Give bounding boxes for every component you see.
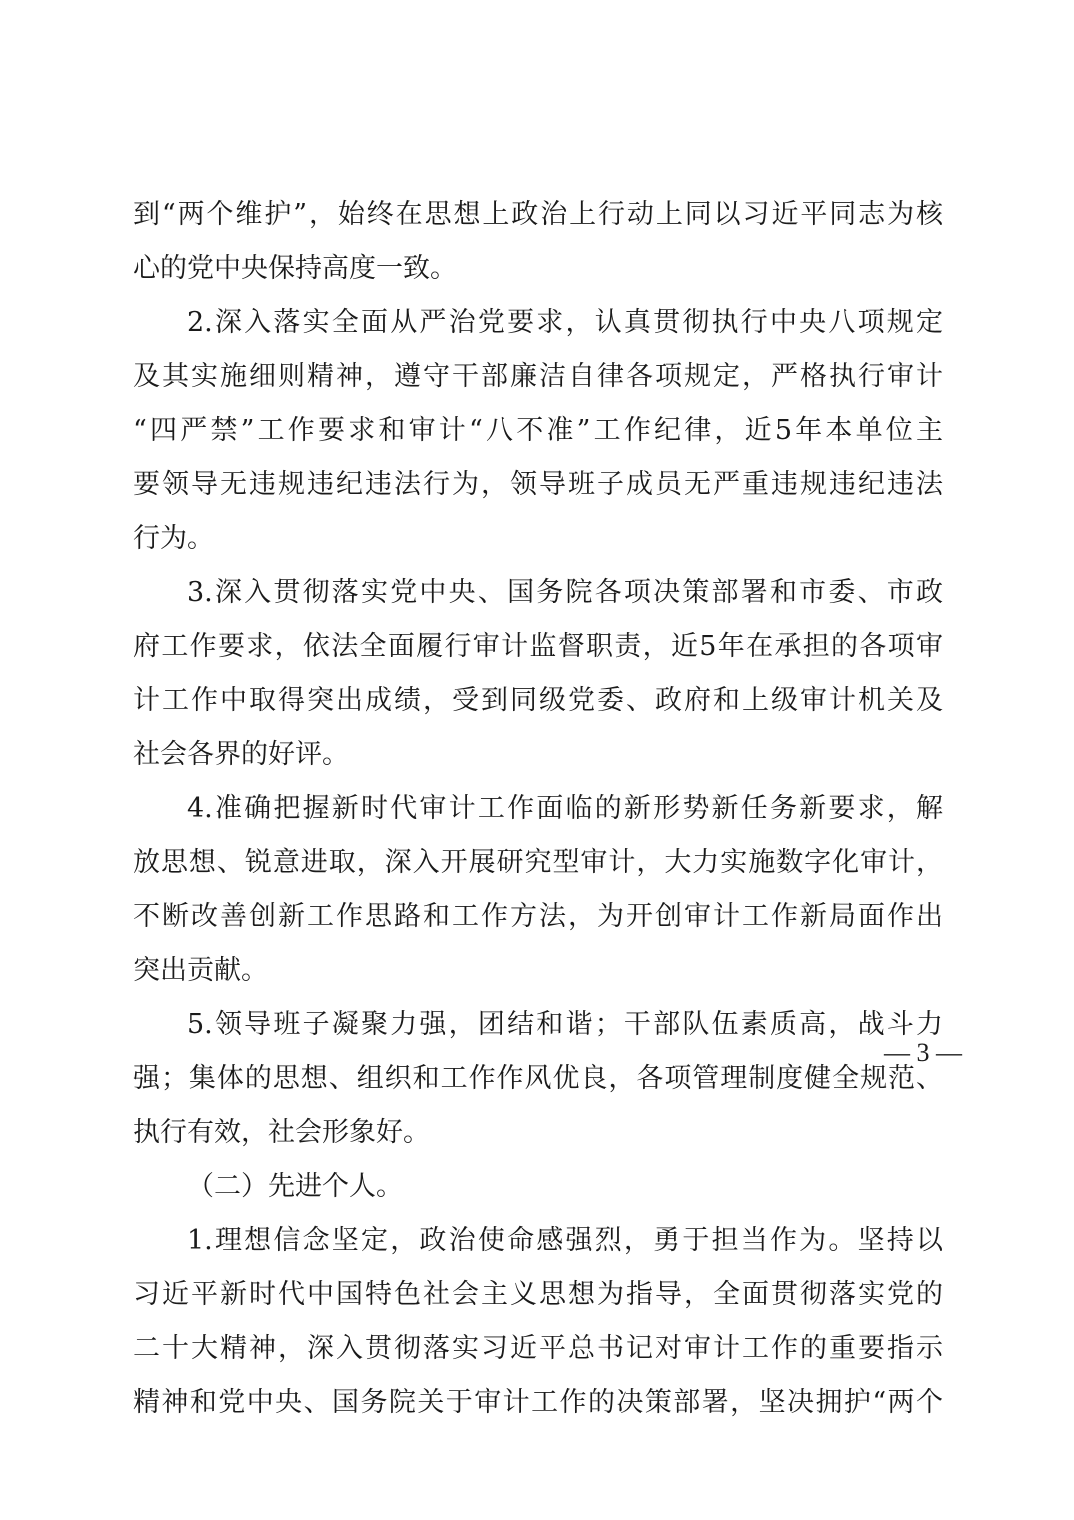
text-line: 要领导无违规违纪违法行为，领导班子成员无严重违规违纪违法 <box>133 469 943 500</box>
text-line: 习近平新时代中国特色社会主义思想为指导，全面贯彻落实党的 <box>133 1279 943 1310</box>
text-line: 到“两个维护”，始终在思想上政治上行动上同以习近平同志为核 <box>133 199 943 230</box>
section-heading <box>133 1160 943 1214</box>
text-line: 府工作要求，依法全面履行审计监督职责，近5年在承担的各项审 <box>133 631 943 662</box>
text-line: 突出贡献。 <box>133 955 268 986</box>
text-line: 2.深入落实全面从严治党要求，认真贯彻执行中央八项规定 <box>187 307 943 338</box>
text-line: 5.领导班子凝聚力强，团结和谐；干部队伍素质高，战斗力 <box>187 1009 943 1040</box>
text-line: 3.深入贯彻落实党中央、国务院各项决策部署和市委、市政 <box>187 577 943 608</box>
text-line: 心的党中央保持高度一致。 <box>133 253 457 284</box>
text-line: “四严禁”工作要求和审计“八不准”工作纪律，近5年本单位主 <box>133 415 943 446</box>
body-text <box>133 188 943 1430</box>
text-line: 计工作中取得突出成绩，受到同级党委、政府和上级审计机关及 <box>133 685 943 716</box>
text-line: 二十大精神，深入贯彻落实习近平总书记对审计工作的重要指示 <box>133 1333 943 1364</box>
section-title: （二）先进个人。 <box>187 1171 403 1202</box>
text-line: 4.准确把握新时代审计工作面临的新形势新任务新要求，解 <box>187 793 943 824</box>
text-line: 强；集体的思想、组织和工作作风优良，各项管理制度健全规范、 <box>133 1063 943 1094</box>
paragraph-item-3 <box>133 566 943 782</box>
text-line: 精神和党中央、国务院关于审计工作的决策部署，坚决拥护“两个 <box>133 1387 943 1418</box>
text-line: 1.理想信念坚定，政治使命感强烈，勇于担当作为。坚持以 <box>187 1225 943 1256</box>
paragraph-continuation <box>133 188 943 296</box>
text-line: 放思想、锐意进取，深入开展研究型审计，大力实施数字化审计， <box>133 847 943 878</box>
paragraph-item-2 <box>133 296 943 566</box>
paragraph-individual-1 <box>133 1214 943 1430</box>
text-line: 执行有效，社会形象好。 <box>133 1117 430 1148</box>
page-number: — 3 — <box>884 1038 962 1067</box>
text-line: 行为。 <box>133 523 214 554</box>
text-line: 社会各界的好评。 <box>133 739 349 770</box>
text-line: 不断改善创新工作思路和工作方法，为开创审计工作新局面作出 <box>133 901 943 932</box>
paragraph-item-4 <box>133 782 943 998</box>
paragraph-item-5 <box>133 998 943 1160</box>
text-line: 及其实施细则精神，遵守干部廉洁自律各项规定，严格执行审计 <box>133 361 943 392</box>
